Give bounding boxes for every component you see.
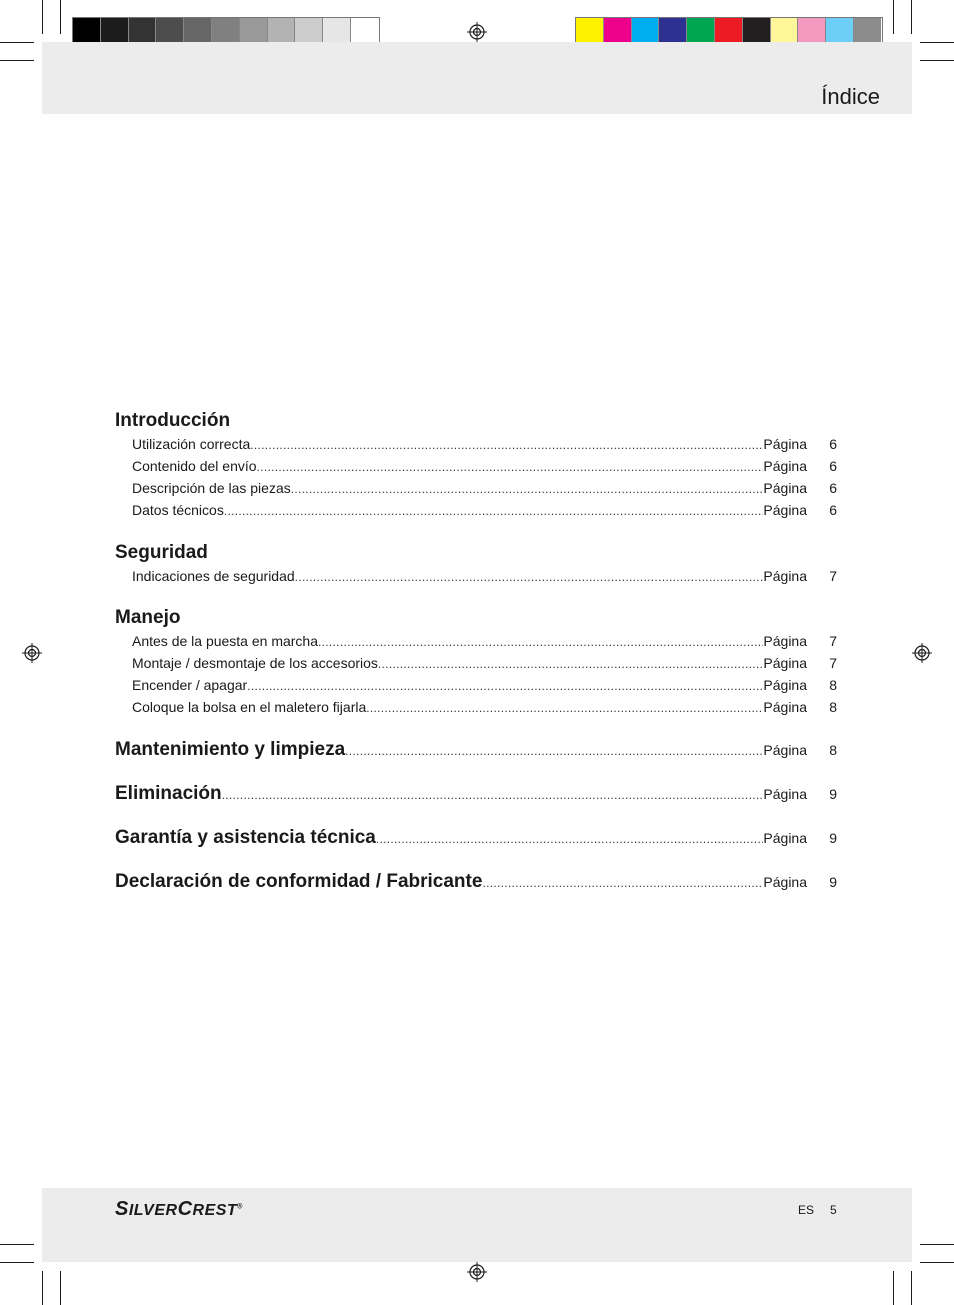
crop-mark	[920, 60, 954, 61]
toc-major-entry[interactable]	[115, 783, 837, 805]
page-label: Página	[763, 502, 807, 518]
toc-entry-label: Datos técnicos	[132, 502, 224, 518]
page-label: Página	[763, 786, 807, 802]
toc-major-entry[interactable]	[115, 871, 837, 893]
leader-dots	[345, 744, 763, 758]
page-label: Página	[763, 480, 807, 496]
page-number: 5	[830, 1203, 837, 1217]
page-number: 6	[829, 480, 837, 496]
toc-entry-label: Descripción de las piezas	[132, 480, 291, 496]
registration-mark-icon	[467, 1262, 487, 1282]
toc-entry[interactable]	[132, 633, 837, 655]
crop-mark	[920, 1244, 954, 1245]
leader-dots	[482, 876, 763, 890]
page-label: Página	[763, 655, 807, 671]
page-number: 8	[829, 677, 837, 693]
crop-mark	[42, 1271, 43, 1305]
crop-mark	[0, 1262, 34, 1263]
section-title: Introducción	[115, 410, 231, 431]
leader-dots	[291, 482, 764, 496]
toc-entry-label: Indicaciones de seguridad	[132, 568, 295, 584]
registration-mark-icon	[912, 643, 932, 663]
crop-mark	[893, 0, 894, 34]
toc-entry[interactable]	[132, 458, 837, 480]
page-number: 7	[829, 568, 837, 584]
page-label: Página	[763, 677, 807, 693]
page-label: Página	[763, 874, 807, 890]
leader-dots	[318, 635, 763, 649]
section-title: Manejo	[115, 607, 181, 628]
toc-entry-label: Contenido del envío	[132, 458, 257, 474]
toc-entry[interactable]	[132, 436, 837, 458]
toc-entry-label: Encender / apagar	[132, 677, 248, 693]
page-number: 8	[829, 742, 837, 758]
leader-dots	[257, 460, 764, 474]
toc-entry-label: Utilización correcta	[132, 436, 251, 452]
crop-mark	[911, 0, 912, 34]
page-number: 9	[829, 786, 837, 802]
toc-entry[interactable]	[132, 480, 837, 502]
toc-entry-label: Garantía y asistencia técnica	[115, 827, 376, 848]
crop-mark	[920, 42, 954, 43]
section-title: Seguridad	[115, 542, 208, 563]
toc-entry-label: Montaje / desmontaje de los accesorios	[132, 655, 378, 671]
registration-mark-icon	[467, 22, 487, 42]
toc-entry[interactable]	[132, 568, 837, 590]
crop-mark	[0, 1244, 34, 1245]
page-number: 6	[829, 458, 837, 474]
toc-entry[interactable]	[132, 699, 837, 721]
page-label: Página	[763, 568, 807, 584]
page-label: Página	[763, 436, 807, 452]
leader-dots	[250, 438, 763, 452]
crop-mark	[0, 42, 34, 43]
leader-dots	[378, 657, 763, 671]
toc-entry-label: Declaración de conformidad / Fabricante	[115, 871, 483, 892]
crop-mark	[60, 1271, 61, 1305]
toc-major-entry[interactable]	[115, 739, 837, 761]
toc-entry-label: Mantenimiento y limpieza	[115, 739, 346, 760]
page-label: Página	[763, 633, 807, 649]
page-label: Página	[763, 742, 807, 758]
crop-mark	[911, 1271, 912, 1305]
brand-logo: SILVERCREST®	[115, 1198, 243, 1220]
page-number: 9	[829, 874, 837, 890]
page-number: 9	[829, 830, 837, 846]
crop-mark	[0, 60, 34, 61]
toc-entry-label: Eliminación	[115, 783, 222, 804]
toc-entry[interactable]	[132, 502, 837, 524]
page-label: Página	[763, 458, 807, 474]
leader-dots	[224, 504, 764, 518]
header-band	[42, 42, 912, 114]
language-code: ES	[798, 1203, 815, 1217]
toc-major-entry[interactable]	[115, 827, 837, 849]
leader-dots	[366, 701, 763, 715]
leader-dots	[376, 832, 764, 846]
crop-mark	[42, 0, 43, 34]
crop-mark	[60, 0, 61, 34]
page-number: 7	[829, 633, 837, 649]
crop-mark	[920, 1262, 954, 1263]
page-number: 6	[829, 502, 837, 518]
toc-entry[interactable]	[132, 677, 837, 699]
leader-dots	[247, 679, 763, 693]
toc-entry-label: Antes de la puesta en marcha	[132, 633, 319, 649]
toc-entry-label: Coloque la bolsa en el maletero fijarla	[132, 699, 367, 715]
leader-dots	[295, 570, 764, 584]
page-title: Índice	[821, 84, 880, 109]
toc-entry[interactable]	[132, 655, 837, 677]
page-number: 7	[829, 655, 837, 671]
page-label: Página	[763, 699, 807, 715]
page-number: 8	[829, 699, 837, 715]
page-number: 6	[829, 436, 837, 452]
leader-dots	[222, 788, 764, 802]
registration-mark-icon	[22, 643, 42, 663]
crop-mark	[893, 1271, 894, 1305]
page-label: Página	[763, 830, 807, 846]
